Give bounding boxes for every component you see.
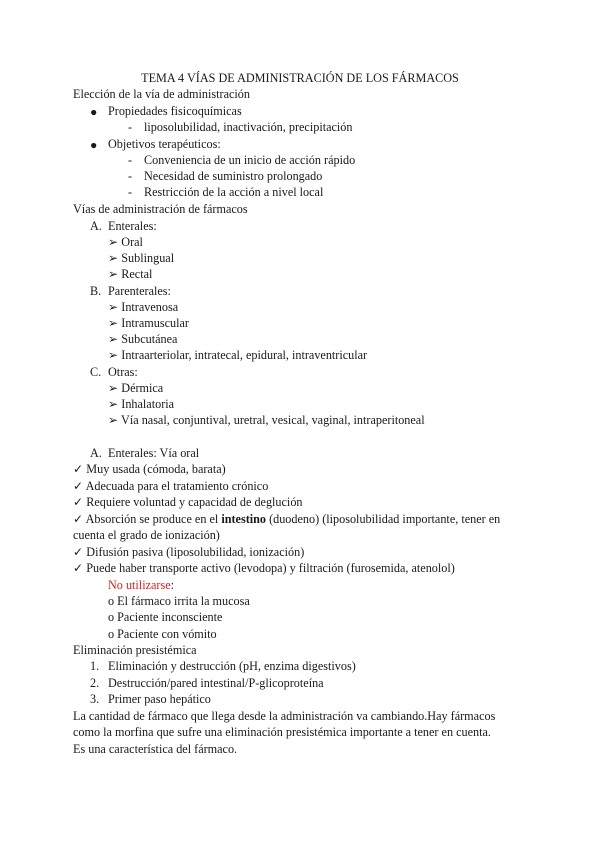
check-item: ✓ Adecuada para el tratamiento crónico (73, 479, 269, 493)
arrow-icon: ➢ (108, 267, 119, 281)
route-item: ➢ Vía nasal, conjuntival, uretral, vesical, vaginal, intraperitoneal (108, 413, 425, 427)
sub-item: Conveniencia de un inicio de acción rápido (144, 153, 356, 167)
route-item: ➢ Dérmica (108, 381, 164, 395)
check-icon: ✓ (73, 512, 84, 526)
bullet-dot: ● (90, 105, 98, 119)
check-item: ✓ Requiere voluntad y capacidad de deglución (73, 495, 303, 509)
no-use-item: o Paciente con vómito (108, 627, 217, 641)
no-use-item: o Paciente inconsciente (108, 610, 223, 624)
sub-item: Restricción de la acción a nivel local (144, 185, 324, 199)
group-label: Otras: (108, 365, 138, 379)
route-item: ➢ Sublingual (108, 251, 175, 265)
route-item: ➢ Intramuscular (108, 316, 189, 330)
arrow-icon: ➢ (108, 235, 119, 249)
routes-heading: Vías de administración de fármacos (73, 202, 248, 216)
list-number: 1. (90, 659, 100, 673)
route-item: ➢ Intraarteriolar, intratecal, epidural, intraventricular (108, 348, 368, 362)
list-item: Eliminación y destrucción (pH, enzima digestivos) (108, 659, 356, 673)
arrow-icon: ➢ (108, 348, 119, 362)
dash-marker: - (128, 120, 133, 134)
sub-item: Necesidad de suministro prolongado (144, 169, 323, 183)
check-item-absorption: ✓ Absorción se produce en el intestino (duodeno) (liposolubilidad importante, tener en (73, 512, 501, 526)
oral-heading: Enterales: Vía oral (108, 446, 200, 460)
check-item: ✓ Puede haber transporte activo (levodopa) y filtración (furosemida, atenolol) (73, 561, 455, 575)
list-number: 2. (90, 676, 100, 690)
sub-item: liposolubilidad, inactivación, precipitación (144, 120, 353, 134)
paragraph-line: Es una característica del fármaco. (73, 742, 238, 756)
list-number: 3. (90, 692, 100, 706)
section-letter: A. (90, 446, 102, 460)
bullet-dot: ● (90, 138, 98, 152)
route-item: ➢ Intravenosa (108, 300, 179, 314)
check-item: ✓ Muy usada (cómoda, barata) (73, 462, 226, 476)
no-use-item: o El fármaco irrita la mucosa (108, 594, 250, 608)
route-item: ➢ Subcutánea (108, 332, 178, 346)
list-item: Destrucción/pared intestinal/P-glicoproteína (108, 676, 324, 690)
presystemic-heading: Eliminación presistémica (73, 643, 197, 657)
group-letter: A. (90, 219, 102, 233)
group-label: Parenterales: (108, 284, 171, 298)
check-icon: ✓ (73, 479, 84, 493)
check-item: ✓ Difusión pasiva (liposolubilidad, ionización) (73, 545, 305, 559)
arrow-icon: ➢ (108, 300, 119, 314)
arrow-icon: ➢ (108, 316, 119, 330)
group-letter: C. (90, 365, 102, 379)
bullet-physicochemical: Propiedades fisicoquímicas (108, 104, 242, 118)
group-label: Enterales: (108, 219, 157, 233)
no-use-heading: No utilizarse: (108, 578, 175, 592)
group-letter: B. (90, 284, 102, 298)
check-icon: ✓ (73, 462, 84, 476)
dash-marker: - (128, 169, 133, 183)
arrow-icon: ➢ (108, 332, 119, 346)
arrow-icon: ➢ (108, 381, 119, 395)
page-title: TEMA 4 VÍAS DE ADMINISTRACIÓN DE LOS FÁRMACOS (141, 71, 459, 85)
arrow-icon: ➢ (108, 397, 119, 411)
election-heading: Elección de la vía de administración (73, 87, 250, 101)
dash-marker: - (128, 153, 133, 167)
check-icon: ✓ (73, 561, 84, 575)
arrow-icon: ➢ (108, 413, 119, 427)
route-item: ➢ Rectal (108, 267, 153, 281)
bullet-therapeutic: Objetivos terapéuticos: (108, 137, 221, 151)
paragraph-line: La cantidad de fármaco que llega desde la administración va cambiando.Hay fármacos (73, 709, 496, 723)
arrow-icon: ➢ (108, 251, 119, 265)
dash-marker: - (128, 185, 133, 199)
absorption-continuation: cuenta el grado de ionización) (73, 528, 220, 542)
route-item: ➢ Inhalatoria (108, 397, 175, 411)
check-icon: ✓ (73, 545, 84, 559)
list-item: Primer paso hepático (108, 692, 211, 706)
check-icon: ✓ (73, 495, 84, 509)
route-item: ➢ Oral (108, 235, 143, 249)
paragraph-line: como la morfina que sufre una eliminación presistémica importante a tener en cuenta. (73, 725, 491, 739)
